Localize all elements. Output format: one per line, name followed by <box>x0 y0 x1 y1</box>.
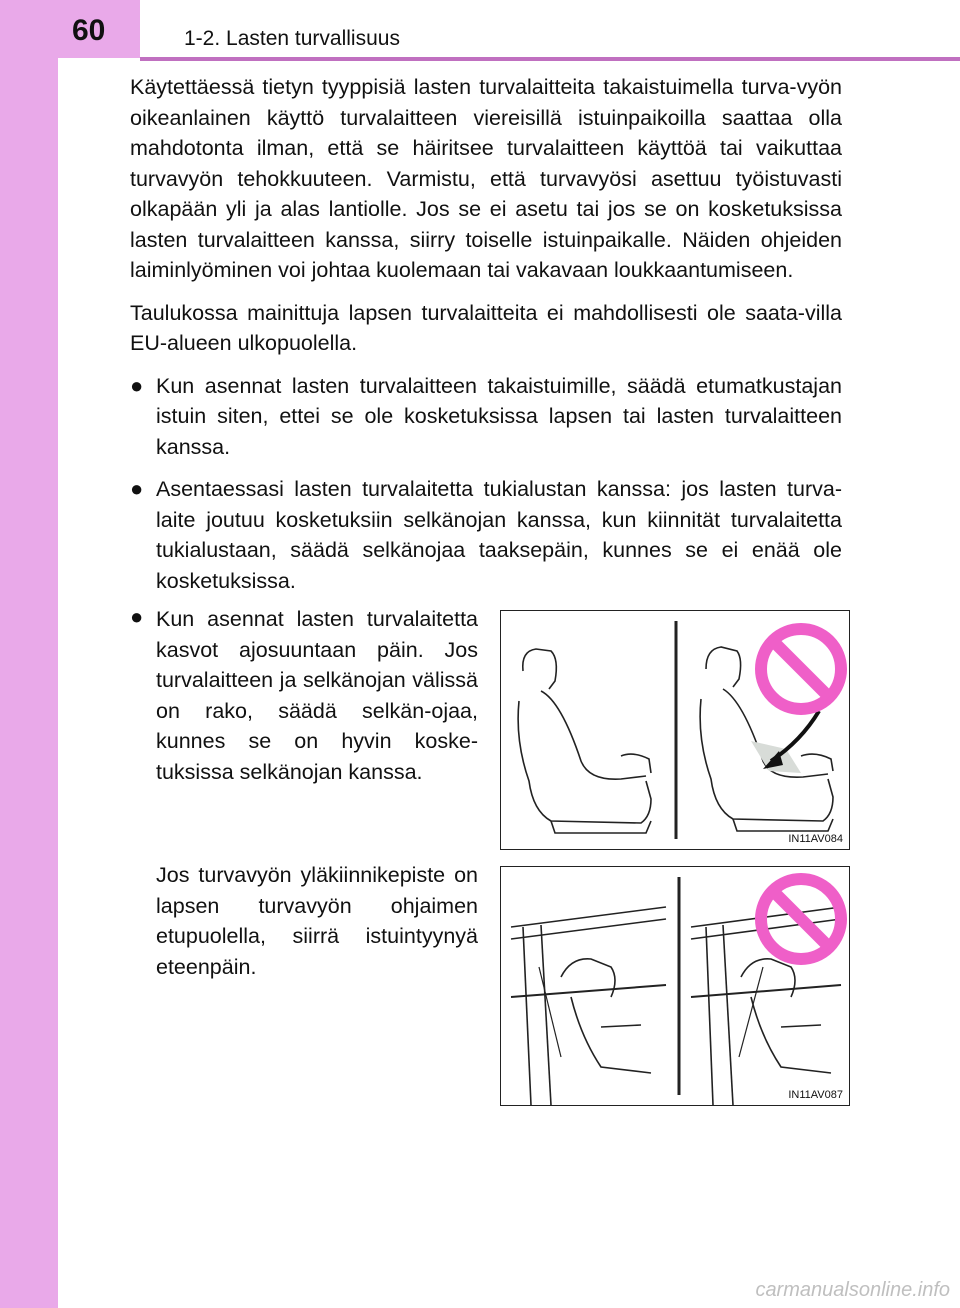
figure-code: IN11AV087 <box>788 1089 843 1101</box>
figure-code: IN11AV084 <box>788 833 843 845</box>
belt-anchor-text: Jos turvavyön yläkiinnikepiste on lapsen turvavyön ohjaimen etupuolella, siirrä istuintyynyä eteenpäin. <box>156 863 478 979</box>
bullet-text: Kun asennat lasten turvalaitteen takaistuimille, säädä etumatkustajan istuin siten, ettei se ole kosketuksissa lapsen tai lasten turvalaitteen kanssa. <box>156 373 842 459</box>
section-title: 1-2. Lasten turvallisuus <box>184 27 400 50</box>
headrest-right <box>706 647 741 687</box>
prohibition-icon <box>761 879 841 959</box>
sidebar-stripe <box>0 0 58 1308</box>
forward-facing-text: Kun asennat lasten turvalaitetta kasvot ajosuuntaan päin. Jos turvalaitteen ja selkänojan välissä on rako, säädä selkän-ojaa, kunnes se on hyvin koske-tuksissa selkänojan kanssa. <box>156 607 478 784</box>
belt-illustration <box>501 867 849 1105</box>
seat-illustration <box>501 611 849 849</box>
bullet-item <box>130 474 842 596</box>
headrest-left <box>523 649 557 689</box>
prohibition-icon <box>761 629 841 709</box>
intro-paragraph: Käytettäessä tietyn tyyppisiä lasten turvalaitteita takaistuimella turva-vyön oikeanlainen käyttö turvalaitteen viereisillä istuinpaikoilla saattaa olla mahdotonta ilman, että se häiritsee turvalaitteen käyttöä tai vaikuttaa turvavyön tehokkuuteen. Varmistu, että turvavyösi asettuu työistuvasti olkapään yli ja alas lantiolle. Jos se ei asetu tai jos se on kosketuksissa lasten turvalaitteen kanssa, siirry toiselle istuinpaikalle. Näiden ohjeiden laiminlyöminen voi johtaa kuolemaan tai vakavaan loukkaantumiseen. <box>130 75 842 282</box>
figure-belt-anchor <box>500 866 850 1106</box>
bullet-dot-icon: ● <box>130 604 144 629</box>
header-divider <box>140 57 960 61</box>
bullet-dot-icon: ● <box>130 372 144 398</box>
footer-watermark: carmanualsonline.info <box>755 1279 950 1301</box>
bullet-text: Asentaessasi lasten turvalaitetta tukialustan kanssa: jos lasten turva-laite joutuu kosketuksiin selkänojan kanssa, kun kiinnität turvalaitetta tukialustaan, säädä selkänojaa taaksepäin, kunnes se ei enää ole kosketuksissa. <box>156 477 842 593</box>
figure-seat-backrest <box>500 610 850 850</box>
main-content <box>130 72 842 608</box>
page-number: 60 <box>72 14 106 47</box>
eu-paragraph: Taulukossa mainittuja lapsen turvalaitteita ei mahdollisesti ole saata-villa EU-alueen ulkopuolella. <box>130 300 842 355</box>
bullet-dot-icon: ● <box>130 476 144 501</box>
bullet-item <box>130 371 842 463</box>
page-number-box <box>0 0 140 58</box>
